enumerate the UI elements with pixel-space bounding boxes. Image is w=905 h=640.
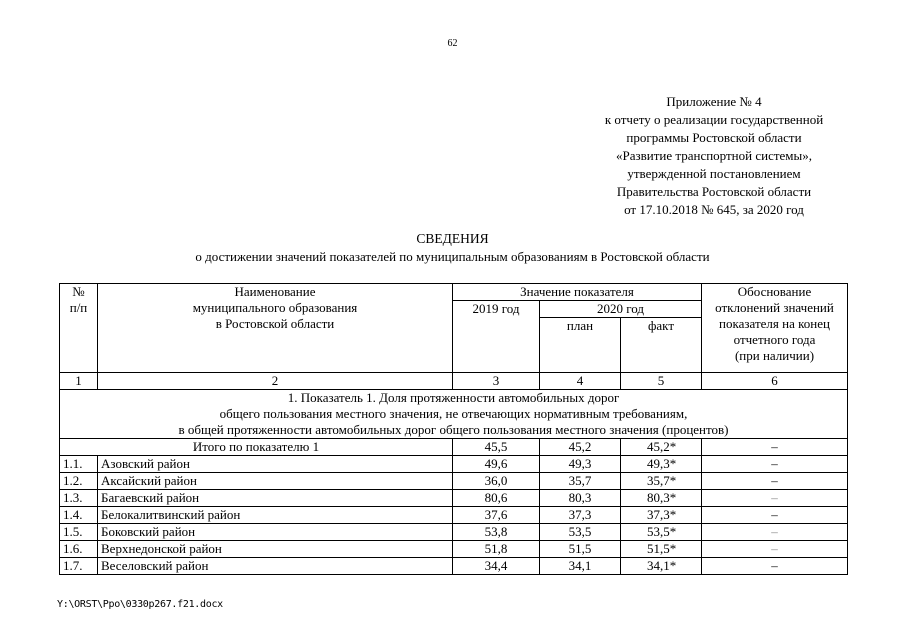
row-name: Багаевский район — [98, 490, 453, 507]
row-num: 1.7. — [60, 558, 98, 575]
header-name-line: муниципального образования — [192, 300, 358, 315]
appendix-line: программы Ростовской области — [626, 130, 802, 145]
row-fact: 53,5* — [621, 524, 702, 541]
row-name: Белокалитвинский район — [98, 507, 453, 524]
row-2019: 36,0 — [453, 473, 540, 490]
header-value: Значение показателя — [453, 284, 702, 301]
header-name-line: в Ростовской области — [215, 316, 335, 331]
row-plan: 35,7 — [540, 473, 621, 490]
row-fact: 80,3* — [621, 490, 702, 507]
row-reason: – — [702, 541, 848, 558]
row-fact: 51,5* — [621, 541, 702, 558]
row-plan: 49,3 — [540, 456, 621, 473]
header-name — [98, 284, 453, 373]
header-num-line: п/п — [69, 300, 88, 315]
row-num: 1.6. — [60, 541, 98, 558]
column-number: 4 — [540, 373, 621, 390]
total-fact: 45,2* — [621, 439, 702, 456]
total-label: Итого по показателю 1 — [60, 439, 453, 456]
appendix-line: утвержденной постановлением — [627, 166, 801, 181]
row-name: Веселовский район — [98, 558, 453, 575]
column-number: 2 — [98, 373, 453, 390]
row-2019: 53,8 — [453, 524, 540, 541]
table-row — [60, 541, 848, 558]
total-2019: 45,5 — [453, 439, 540, 456]
row-num: 1.2. — [60, 473, 98, 490]
appendix-line: к отчету о реализации государственной — [604, 112, 824, 127]
table-row — [60, 473, 848, 490]
row-num: 1.3. — [60, 490, 98, 507]
row-reason: – — [702, 524, 848, 541]
row-name: Боковский район — [98, 524, 453, 541]
appendix-block — [560, 93, 868, 219]
section-line: 1. Показатель 1. Доля протяженности автомобильных дорог — [287, 390, 620, 405]
document-subtitle: о достижении значений показателей по муниципальным образованиям в Ростовской области — [195, 249, 710, 264]
section-line: в общей протяженности автомобильных дорог общего пользования местного значения (процентов) — [178, 422, 729, 437]
row-reason: – — [702, 558, 848, 575]
total-reason: – — [702, 439, 848, 456]
header-2019: 2019 год — [453, 301, 540, 373]
total-plan: 45,2 — [540, 439, 621, 456]
row-2019: 51,8 — [453, 541, 540, 558]
file-path-footer: Y:\ORST\Ppo\0330p267.f21.docx — [57, 599, 223, 610]
row-2019: 80,6 — [453, 490, 540, 507]
row-reason: – — [702, 507, 848, 524]
row-2019: 34,4 — [453, 558, 540, 575]
section-line: общего пользования местного значения, не отвечающих нормативным требованиям, — [219, 406, 688, 421]
document-title: СВЕДЕНИЯ — [416, 231, 489, 246]
table-row — [60, 456, 848, 473]
column-numbers-row — [60, 373, 848, 390]
row-num: 1.5. — [60, 524, 98, 541]
row-2019: 49,6 — [453, 456, 540, 473]
row-reason: – — [702, 456, 848, 473]
table-row — [60, 524, 848, 541]
row-num: 1.4. — [60, 507, 98, 524]
row-name: Верхнедонской район — [98, 541, 453, 558]
row-fact: 34,1* — [621, 558, 702, 575]
indicators-table — [59, 283, 848, 575]
section-row — [60, 390, 848, 439]
row-fact: 35,7* — [621, 473, 702, 490]
header-reason-line: отклонений значений — [715, 300, 834, 315]
row-reason: – — [702, 490, 848, 507]
header-plan: план — [540, 318, 621, 373]
row-plan: 37,3 — [540, 507, 621, 524]
table-row — [60, 558, 848, 575]
table-row — [60, 507, 848, 524]
total-row — [60, 439, 848, 456]
row-name: Азовский район — [98, 456, 453, 473]
column-number: 1 — [60, 373, 98, 390]
appendix-line: «Развитие транспортной системы», — [615, 148, 812, 163]
appendix-line: Правительства Ростовской области — [616, 184, 812, 199]
row-plan: 53,5 — [540, 524, 621, 541]
header-fact: факт — [621, 318, 702, 373]
header-reason — [702, 284, 848, 373]
page-number: 62 — [447, 38, 458, 49]
header-reason-line: показателя на конец — [719, 316, 830, 331]
appendix-line: от 17.10.2018 № 645, за 2020 год — [624, 202, 804, 217]
table-row — [60, 490, 848, 507]
row-2019: 37,6 — [453, 507, 540, 524]
row-plan: 34,1 — [540, 558, 621, 575]
header-reason-line: (при наличии) — [734, 348, 815, 363]
row-fact: 37,3* — [621, 507, 702, 524]
section-heading — [60, 390, 848, 439]
appendix-line: Приложение № 4 — [666, 94, 762, 109]
header-2020: 2020 год — [540, 301, 702, 318]
row-plan: 80,3 — [540, 490, 621, 507]
row-fact: 49,3* — [621, 456, 702, 473]
header-name-line: Наименование — [234, 284, 316, 299]
column-number: 5 — [621, 373, 702, 390]
header-num — [60, 284, 98, 373]
header-reason-line: Обоснование — [737, 284, 812, 299]
header-reason-line: отчетного года — [733, 332, 816, 347]
row-name: Аксайский район — [98, 473, 453, 490]
column-number: 6 — [702, 373, 848, 390]
row-reason: – — [702, 473, 848, 490]
row-num: 1.1. — [60, 456, 98, 473]
column-number: 3 — [453, 373, 540, 390]
row-plan: 51,5 — [540, 541, 621, 558]
header-num-line: № — [72, 284, 85, 299]
